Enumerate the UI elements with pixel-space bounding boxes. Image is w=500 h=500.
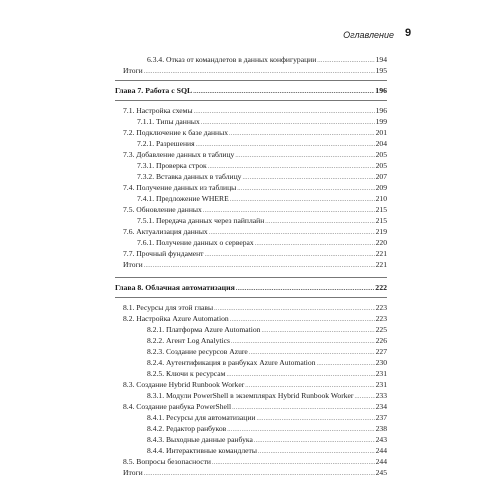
toc-entry-page: 221 — [375, 260, 387, 269]
leader-dots — [144, 65, 375, 78]
toc-entry-title: Глава 7. Работа с SQL — [115, 86, 193, 95]
toc-entry[interactable] — [115, 248, 387, 259]
toc-entry[interactable] — [115, 215, 387, 226]
toc-entry[interactable] — [115, 302, 387, 313]
toc-entry-title: Глава 8. Облачная автоматизация — [115, 283, 235, 292]
toc-entry-page: 220 — [375, 238, 387, 247]
toc-entry-title: 8.4.3. Выходные данные ранбука — [147, 435, 253, 444]
toc-entry[interactable] — [115, 335, 387, 346]
toc-entry-title: 6.3.4. Отказ от командлетов в данных конфигурации — [147, 55, 317, 64]
toc-entry[interactable] — [115, 127, 387, 138]
toc-entry-page: 223 — [375, 303, 387, 312]
toc-entry-page: 219 — [375, 227, 387, 236]
leader-dots — [193, 85, 374, 98]
toc-entry[interactable] — [115, 138, 387, 149]
toc-entry-page: 215 — [375, 205, 387, 214]
toc-entry-page: 215 — [375, 216, 387, 225]
toc-entry-title: 7.1.1. Типы данных — [137, 117, 200, 126]
toc-entry-title: 7.4.1. Предложение WHERE — [137, 194, 229, 203]
toc-entry-title: 7.3.1. Проверка строк — [137, 161, 207, 170]
toc-entry-title: 8.1. Ресурсы для этой главы — [123, 303, 214, 312]
toc-entry-title: 7.3.2. Вставка данных в таблицу — [137, 172, 242, 181]
toc-entry-page: 225 — [375, 325, 387, 334]
toc-entry-page: 210 — [375, 194, 387, 203]
toc-entry[interactable] — [115, 324, 387, 335]
toc-entry-title: 7.6. Актуализация данных — [123, 227, 208, 236]
toc-entry-title: 8.2.1. Платформа Azure Automation — [147, 325, 261, 334]
toc-entry-title: 7.5.1. Передача данных через пайплайн — [137, 216, 265, 225]
toc-entry[interactable] — [115, 237, 387, 248]
toc-entry[interactable] — [115, 116, 387, 127]
toc-entry-page: 195 — [375, 66, 387, 75]
table-of-contents — [115, 54, 387, 478]
toc-entry-page: 209 — [375, 183, 387, 192]
running-head-title: Оглавление — [343, 30, 394, 40]
toc-entry-page: 230 — [375, 358, 387, 367]
toc-entry-title: 8.3. Создание Hybrid Runbook Worker — [123, 380, 245, 389]
toc-entry[interactable] — [115, 259, 387, 270]
toc-entry-title: Итоги — [123, 468, 143, 477]
toc-entry-page: 237 — [375, 413, 387, 422]
toc-entry[interactable] — [115, 160, 387, 171]
toc-entry[interactable] — [115, 434, 387, 445]
toc-entry-title: 7.7. Прочный фундамент — [123, 249, 204, 258]
toc-entry[interactable] — [115, 313, 387, 324]
toc-entry[interactable] — [115, 182, 387, 193]
toc-entry-title: 7.3. Добавление данных в таблицу — [123, 150, 235, 159]
toc-entry[interactable] — [115, 357, 387, 368]
toc-entry-title: 7.1. Настройка схемы — [123, 106, 193, 115]
toc-entry-page: 238 — [375, 424, 387, 433]
toc-entry-title: 7.4. Получение данных из таблицы — [123, 183, 237, 192]
toc-entry-title: 8.2.5. Ключи к ресурсам — [147, 369, 226, 378]
toc-entry[interactable] — [115, 204, 387, 215]
toc-entry[interactable] — [115, 368, 387, 379]
toc-entry-title: 7.5. Обновление данных — [123, 205, 202, 214]
toc-entry-title: 7.6.1. Получение данных о серверах — [137, 238, 254, 247]
toc-entry[interactable] — [115, 390, 387, 401]
toc-entry-page: 196 — [375, 106, 387, 115]
toc-entry-title: 8.5. Вопросы безопасности — [123, 457, 211, 466]
toc-entry[interactable] — [115, 456, 387, 467]
leader-dots — [144, 467, 375, 480]
toc-entry-title: 8.4. Создание ранбука PowerShell — [123, 402, 232, 411]
leader-dots — [236, 282, 375, 295]
section-divider — [115, 277, 387, 278]
toc-entry[interactable] — [115, 54, 387, 65]
toc-entry-page: 207 — [375, 172, 387, 181]
toc-entry-page: 221 — [375, 249, 387, 258]
toc-entry-title: 8.4.2. Редактор ранбуков — [147, 424, 227, 433]
toc-entry-page: 201 — [375, 128, 387, 137]
toc-chapter[interactable] — [115, 282, 387, 293]
toc-entry[interactable] — [115, 226, 387, 237]
toc-entry-title: 8.2.3. Создание ресурсов Azure — [147, 347, 248, 356]
toc-entry[interactable] — [115, 423, 387, 434]
toc-entry[interactable] — [115, 445, 387, 456]
toc-entry-page: 222 — [375, 283, 387, 292]
toc-entry-page: 205 — [375, 161, 387, 170]
toc-entry-page: 231 — [375, 369, 387, 378]
toc-entry[interactable] — [115, 346, 387, 357]
toc-entry-title: 8.2.4. Аутентификация в ранбуках Azure Automation — [147, 358, 316, 367]
toc-entry-title: Итоги — [123, 260, 143, 269]
toc-entry-page: 243 — [375, 435, 387, 444]
toc-entry-page: 196 — [375, 86, 387, 95]
toc-entry[interactable] — [115, 401, 387, 412]
toc-entry[interactable] — [115, 171, 387, 182]
toc-entry-page: 233 — [375, 391, 387, 400]
section-divider — [115, 297, 387, 298]
toc-entry[interactable] — [115, 467, 387, 478]
toc-entry-page: 244 — [375, 457, 387, 466]
toc-entry-title: 8.4.1. Ресурсы для автоматизации — [147, 413, 256, 422]
toc-entry-title: Итоги — [123, 66, 143, 75]
toc-entry[interactable] — [115, 379, 387, 390]
toc-entry-page: 231 — [375, 380, 387, 389]
toc-entry-page: 226 — [375, 336, 387, 345]
toc-entry-title: 8.4.4. Интерактивные командлеты — [147, 446, 257, 455]
toc-entry[interactable] — [115, 65, 387, 76]
toc-entry-page: 199 — [375, 117, 387, 126]
toc-entry-page: 234 — [375, 402, 387, 411]
toc-entry-title: 7.2.1. Разрешения — [137, 139, 195, 148]
section-divider — [115, 80, 387, 81]
toc-entry-page: 204 — [375, 139, 387, 148]
toc-entry-page: 194 — [375, 55, 387, 64]
toc-entry[interactable] — [115, 412, 387, 423]
section-divider — [115, 100, 387, 101]
toc-chapter[interactable] — [115, 85, 387, 96]
toc-entry-page: 227 — [375, 347, 387, 356]
toc-entry-page: 223 — [375, 314, 387, 323]
toc-entry[interactable] — [115, 105, 387, 116]
toc-entry-title: 7.2. Подключение к базе данных — [123, 128, 229, 137]
toc-entry-title: 8.2. Настройка Azure Automation — [123, 314, 229, 323]
toc-entry-title: 8.3.1. Модули PowerShell в экземплярах Hybrid Runbook Worker — [147, 391, 354, 400]
toc-entry[interactable] — [115, 149, 387, 160]
toc-entry[interactable] — [115, 193, 387, 204]
toc-entry-page: 244 — [375, 446, 387, 455]
toc-entry-page: 245 — [375, 468, 387, 477]
leader-dots — [144, 259, 375, 272]
toc-entry-title: 8.2.2. Агент Log Analytics — [147, 336, 230, 345]
toc-entry-page: 205 — [375, 150, 387, 159]
